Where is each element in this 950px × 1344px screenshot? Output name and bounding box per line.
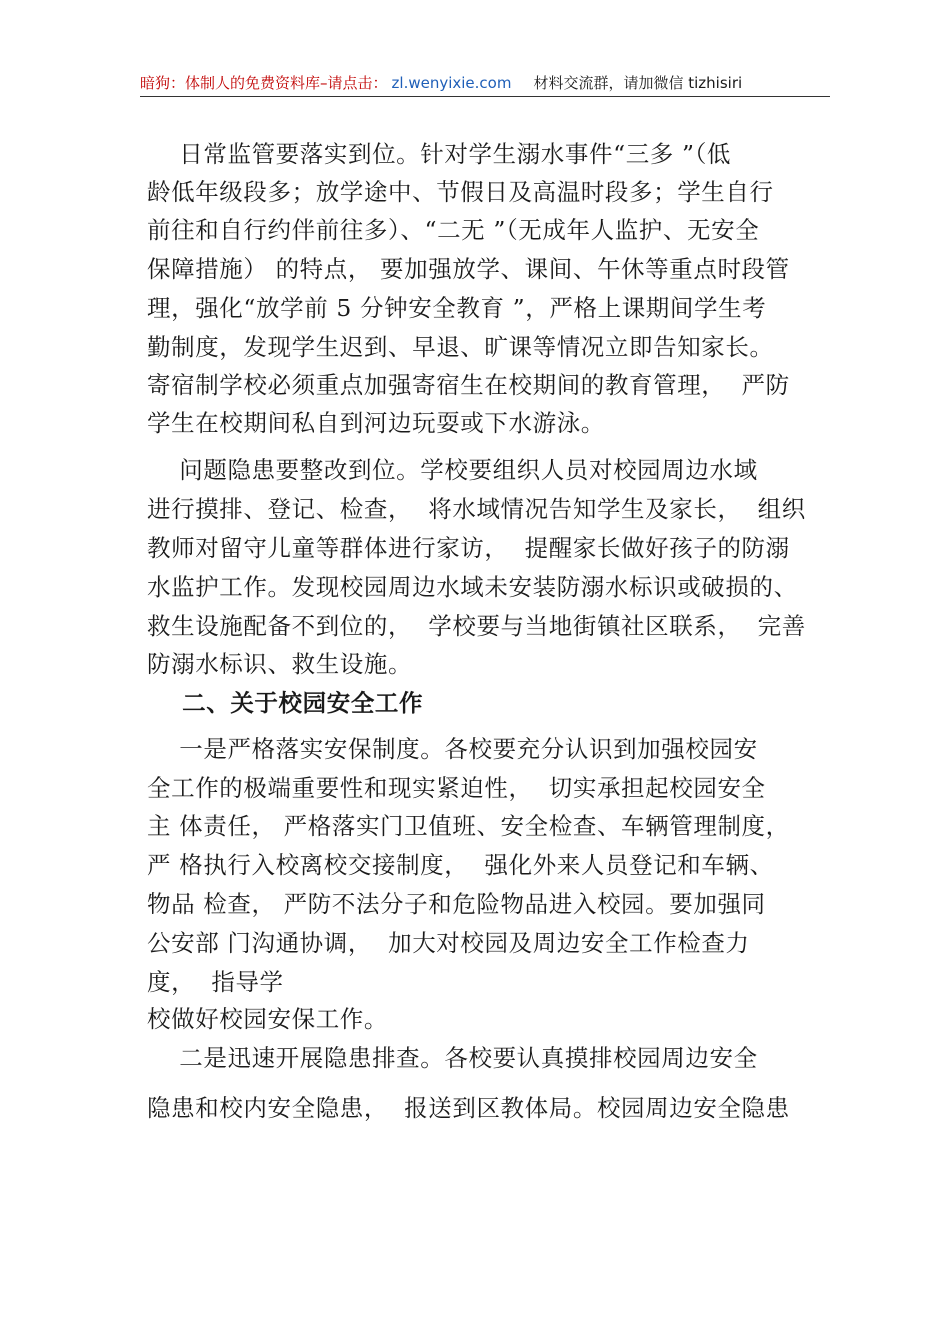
body-line: 全工作的极端重要性和现实紧迫性， 切实承担起校园安全 bbox=[147, 774, 766, 802]
body-line: 保障措施） 的特点， 要加强放学、课间、午休等重点时段管 bbox=[147, 255, 790, 283]
header-wechat-note: 材料交流群，请加微信 tizhisiri bbox=[533, 74, 743, 92]
section-heading: 二、关于校园安全工作 bbox=[147, 689, 424, 717]
body-line: 物品 检查， 严防不法分子和危险物品进入校园。要加强同 bbox=[147, 890, 766, 918]
body-line: 一是严格落实安保制度。各校要充分认识到加强校园安 bbox=[147, 735, 758, 763]
body-line: 勤制度，发现学生迟到、早退、旷课等情况立即告知家长。 bbox=[147, 333, 774, 361]
body-line: 校做好校园安保工作。 bbox=[147, 1005, 388, 1033]
body-line: 水监护工作。发现校园周边水域未安装防溺水标识或破损的、 bbox=[147, 573, 798, 601]
body-line: 教师对留守儿童等群体进行家访， 提醒家长做好孩子的防溺 bbox=[147, 534, 790, 562]
body-line: 隐患和校内安全隐患， 报送到区教体局。校园周边安全隐患 bbox=[147, 1094, 790, 1122]
body-line: 进行摸排、登记、检查， 将水域情况告知学生及家长， 组织 bbox=[147, 495, 806, 523]
page-header bbox=[140, 72, 830, 97]
body-line: 公安部 门沟通协调， 加大对校园及周边安全工作检查力 bbox=[147, 929, 750, 957]
body-line: 寄宿制学校必须重点加强寄宿生在校期间的教育管理， 严防 bbox=[147, 371, 790, 399]
header-site-name: 暗狗：体制人的免费资料库 bbox=[140, 74, 321, 92]
header-url-link[interactable]: zl.wenyixie.com bbox=[391, 74, 512, 92]
body-line: 度， 指导学 bbox=[147, 968, 284, 996]
body-line: 学生在校期间私自到河边玩耍或下水游泳。 bbox=[147, 409, 605, 437]
body-line: 防溺水标识、救生设施。 bbox=[147, 650, 413, 678]
body-line: 龄低年级段多；放学途中、节假日及高温时段多；学生自行 bbox=[147, 178, 774, 206]
body-line: 理，强化“放学前 5 分钟安全教育 ”，严格上课期间学生考 bbox=[147, 294, 767, 322]
header-prompt: –请点击： bbox=[320, 74, 388, 92]
body-line: 问题隐患要整改到位。学校要组织人员对校园周边水域 bbox=[147, 456, 758, 484]
body-line: 前往和自行约伴前往多）、“二无 ”（无成年人监护、无安全 bbox=[147, 216, 760, 244]
body-line: 主 体责任， 严格落实门卫值班、安全检查、车辆管理制度， bbox=[147, 812, 790, 840]
body-line: 日常监管要落实到位。针对学生溺水事件“三多 ”（低 bbox=[147, 140, 732, 168]
body-line: 二是迅速开展隐患排查。各校要认真摸排校园周边安全 bbox=[147, 1044, 758, 1072]
body-line: 严 格执行入校离校交接制度， 强化外来人员登记和车辆、 bbox=[147, 851, 774, 879]
body-line: 救生设施配备不到位的， 学校要与当地街镇社区联系， 完善 bbox=[147, 612, 806, 640]
